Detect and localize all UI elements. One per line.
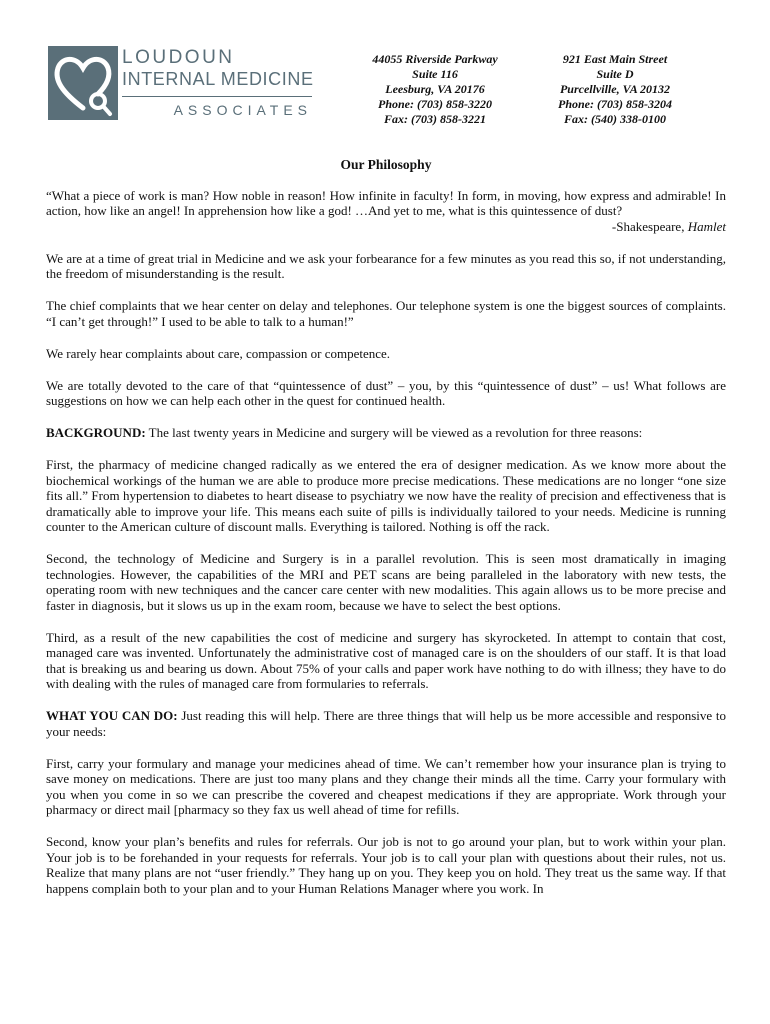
- page-title: Our Philosophy: [340, 157, 432, 172]
- quote-attribution: [46, 219, 726, 235]
- shakespeare-quote: “What a piece of work is man? How noble in reason! How infinite in faculty! In form, in moving, how express and admirable! In action, how like an angel! In apprehension how like a god! …And yet to me, what is this quintessence of dust?: [46, 187, 726, 218]
- paragraph-referrals: Second, know your plan’s benefits and rules for referrals. Our job is not to go around your plan, but to work within your plan. Your job is to be forehanded in your requests for referrals. Your job is to call your plan with questions about their rules, not us. Realize that many plans are not “user friendly.” They hang up on you. They keep you on hold. They treat us the same way. If that happens complain both to your plan and to your Human Relations Manager where you work. In: [46, 834, 726, 896]
- stethoscope-heart-icon: [48, 46, 118, 120]
- attribution-author: -Shakespeare,: [611, 218, 688, 234]
- letterhead: [0, 0, 770, 140]
- what-you-can-do-heading: WHAT YOU CAN DO:: [46, 708, 178, 723]
- paragraph-forbearance: We are at a time of great trial in Medicine and we ask your forbearance for a few minutes as you read this so, if not understanding, the freedom of misunderstanding is the result.: [46, 250, 726, 281]
- paragraph-technology: Second, the technology of Medicine and Surgery is in a parallel revolution. This is seen most dramatically in imaging technologies. However, the capabilities of the MRI and PET scans are being paralleled in the laboratory with new tests, the operating room with new techniques and the cancer care center with new modalities. This again allows us to be more precise and faster in diagnosis, but it slows us up in the exam room, because we have to select the best options.: [46, 551, 726, 613]
- address-suite: Suite 116: [412, 67, 458, 81]
- address-street: 921 East Main Street: [562, 52, 668, 66]
- paragraph-complaints: The chief complaints that we hear center on delay and telephones. Our telephone system is one the biggest sources of complaints. “I can’t get through!” I used to be able to talk to a human!”: [46, 298, 726, 329]
- paragraph-background: [46, 425, 726, 441]
- address-suite: Suite D: [596, 67, 634, 81]
- address-fax: Fax: (540) 338-0100: [564, 112, 666, 126]
- paragraph-devotion: We are totally devoted to the care of that “quintessence of dust” – you, by this “quintessence of dust” – us! What follows are suggestions on how we can help each other in the quest for continued health.: [46, 377, 726, 408]
- address-street: 44055 Riverside Parkway: [372, 52, 498, 66]
- address-fax: Fax: (703) 858-3221: [384, 112, 486, 126]
- practice-logo: [48, 46, 318, 130]
- purcellville-address: [540, 52, 690, 127]
- address-phone: Phone: (703) 858-3204: [558, 97, 672, 111]
- paragraph-cost: Third, as a result of the new capabilities the cost of medicine and surgery has skyrocketed. In attempt to contain that cost, managed care was invented. Unfortunately the administrative cost of managed care is on the shoulders of our staff. It is that load that is breaking us and bearing us down. About 75% of your calls and paper work have nothing to do with illness; they have to do with dealing with the rules of managed care from formularies to referrals.: [46, 629, 726, 691]
- address-city: Leesburg, VA 20176: [385, 82, 485, 96]
- paragraph-formulary: First, carry your formulary and manage your medicines ahead of time. We can’t remember how your insurance plan is trying to save money on medications. There are just too many plans and they change their minds all the time. Carry your formulary with you when you come in so we can prescribe the covered and cheapest medications if they are appropriate. Work through your pharmacy or direct mail [pharmacy so they fax us well ahead of time for refills.: [46, 755, 726, 817]
- background-text: The last twenty years in Medicine and surgery will be viewed as a revolution for three reasons:: [145, 425, 643, 440]
- what-you-can-do-text: Just reading this will help. There are three things that will help us be more accessible and responsive to your needs:: [46, 708, 726, 739]
- attribution-work: Hamlet: [687, 218, 726, 234]
- logo-divider: [122, 96, 312, 97]
- logo-line-2: INTERNAL MEDICINE: [122, 69, 314, 89]
- leesburg-address: [360, 52, 510, 127]
- logo-line-1: LOUDOUN: [122, 47, 235, 68]
- paragraph-pharmacy: First, the pharmacy of medicine changed radically as we entered the era of designer medication. As we know more about the biochemical workings of the human we are able to produce more precise medications. These medications are no longer “one size fits all.” From hypertension to diabetes to heart disease to psychiatry we now have the reality of precision and effectiveness that is dramatically able to improve your life. This means each suite of pills is individually tailored to your needs. Medicine is running counter to the American culture of discount malls. Everything is tailored. Nothing is off the rack.: [46, 457, 726, 534]
- address-city: Purcellville, VA 20132: [559, 82, 671, 96]
- paragraph-what-you-can-do: [46, 708, 726, 739]
- logo-line-3: ASSOCIATES: [173, 102, 312, 118]
- paragraph-care: We rarely hear complaints about care, compassion or competence.: [46, 345, 391, 361]
- address-phone: Phone: (703) 858-3220: [378, 97, 492, 111]
- logo-wordmark: [122, 48, 318, 119]
- letter-body: [46, 157, 726, 913]
- background-heading: BACKGROUND:: [46, 425, 146, 440]
